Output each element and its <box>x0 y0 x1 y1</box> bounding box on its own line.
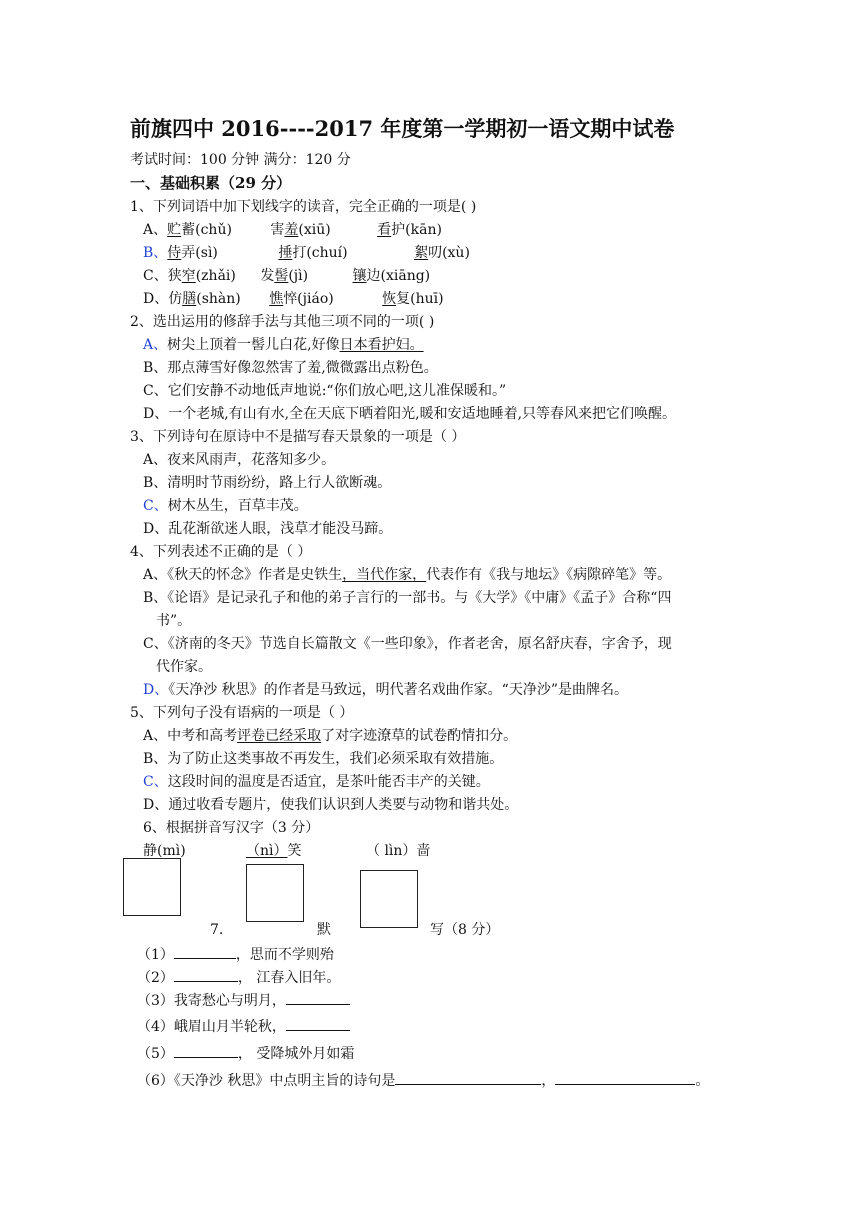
q6-word-2: （nì）笑 <box>246 843 302 859</box>
q5-option-c: C、这段时间的温度是否适宜，是茶叶能否丰产的关键。 <box>143 774 490 790</box>
q6-word-1: 静(mì) <box>143 843 186 859</box>
q6-word-3: （ lìn）啬 <box>366 843 431 859</box>
q7-label-mid: 默 <box>317 922 331 938</box>
fill-blank[interactable] <box>555 1070 695 1085</box>
fill-blank[interactable] <box>286 990 350 1005</box>
q5-option-d: D、通过收看专题片，使我们认识到人类要与动物和谐共处。 <box>143 797 519 813</box>
q4-option-d: D、《天净沙 秋思》的作者是马致远，明代著名戏曲作家。“天净沙”是曲牌名。 <box>143 682 628 698</box>
q4-option-b-line1: B、《论语》是记录孔子和他的弟子言行的一部书。与《大学》《中庸》《孟子》合称“四 <box>143 590 672 606</box>
q7-item-3: （3）我寄愁心与明月， <box>137 990 350 1010</box>
q5-option-a: A、中考和高考评卷已经采取了对字迹潦草的试卷酌情扣分。 <box>143 728 518 744</box>
fill-blank[interactable] <box>174 944 236 959</box>
q4-stem: 4、下列表述不正确的是（ ） <box>130 544 312 560</box>
q4-option-c-line2: 代作家。 <box>156 659 212 675</box>
q7-item-5: （5） ， 受降城外月如霜 <box>137 1043 354 1063</box>
q2-stem: 2、选出运用的修辞手法与其他三项不同的一项( ) <box>130 314 435 330</box>
q7-item-6: （6）《天净沙 秋思》中点明主旨的诗句是 ， 。 <box>137 1070 709 1090</box>
q1-option-c: C、狭窄(zhǎi) 发髻(jì) 镶边(xiāng) <box>143 268 431 284</box>
q5-option-b: B、为了防止这类事故不再发生，我们必须采取有效措施。 <box>143 751 504 767</box>
q3-option-d: D、乱花渐欲迷人眼，浅草才能没马蹄。 <box>143 521 393 537</box>
fill-blank[interactable] <box>174 967 238 982</box>
q1-option-d: D、仿膳(shàn) 憔悴(jiáo) 恢复(huī) <box>143 291 444 307</box>
q2-option-a: A、树尖上顶着一髻儿白花,好像日本看护妇。 <box>143 337 424 353</box>
q7-item-2: （2） ， 江春入旧年。 <box>137 967 340 987</box>
fill-blank[interactable] <box>395 1070 541 1085</box>
q7-number: 7. <box>210 922 224 938</box>
q2-option-d: D、一个老城,有山有水,全在天底下晒着阳光,暖和安适地睡着,只等春风来把它们唤醒。 <box>143 406 677 422</box>
q4-option-a: A、《秋天的怀念》作者是史铁生，当代作家，代表作有《我与地坛》《病隙碎笔》等。 <box>143 567 672 583</box>
q3-stem: 3、下列诗句在原诗中不是描写春天景象的一项是（ ） <box>130 429 466 445</box>
q3-option-b: B、清明时节雨纷纷，路上行人欲断魂。 <box>143 475 392 491</box>
q3-option-c: C、树木丛生，百草丰茂。 <box>143 498 308 514</box>
answer-box-2[interactable] <box>246 864 304 922</box>
answer-box-1[interactable] <box>123 858 181 916</box>
exam-info: 考试时间：100 分钟 满分：120 分 <box>130 152 351 168</box>
answer-box-3[interactable] <box>360 870 418 928</box>
q6-stem: 6、根据拼音写汉字（3 分） <box>143 820 320 836</box>
q7-item-4: （4）峨眉山月半轮秋， <box>137 1016 350 1036</box>
q1-stem: 1、下列词语中加下划线字的读音，完全正确的一项是( ) <box>130 199 477 215</box>
fill-blank[interactable] <box>286 1016 350 1031</box>
q2-option-b: B、那点薄雪好像忽然害了羞,微微露出点粉色。 <box>143 360 438 376</box>
q7-item-1: （1） ，思而不学则殆 <box>137 944 334 964</box>
q4-option-b-line2: 书”。 <box>156 613 192 629</box>
q2-option-c: C、它们安静不动地低声地说:“你们放心吧,这儿准保暖和。” <box>143 383 507 399</box>
exam-title: 前旗四中 2016----2017 年度第一学期初一语文期中试卷 <box>130 116 675 141</box>
q4-option-c-line1: C、《济南的冬天》节选自长篇散文《一些印象》，作者老舍，原名舒庆春，字舍予，现 <box>143 636 672 652</box>
q1-option-a: A、贮蓄(chǔ) 害羞(xiū) 看护(kān) <box>143 222 442 238</box>
q3-option-a: A、夜来风雨声，花落知多少。 <box>143 452 336 468</box>
section-heading: 一、基础积累（29 分） <box>130 174 292 192</box>
q5-stem: 5、下列句子没有语病的一项是（ ） <box>130 705 354 721</box>
fill-blank[interactable] <box>174 1043 238 1058</box>
q7-label-end: 写（8 分） <box>430 922 500 938</box>
q1-option-b: B、侍弄(sì) 捶打(chuí) 絮叨(xù) <box>143 245 470 261</box>
